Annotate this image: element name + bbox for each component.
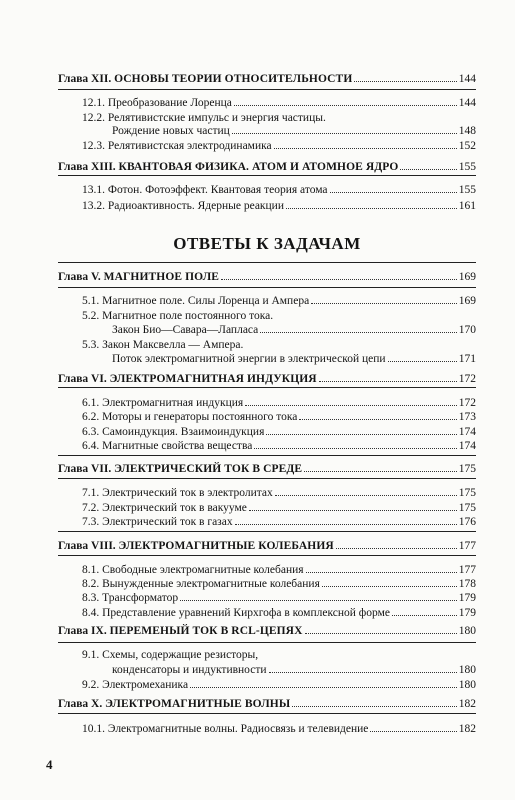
- dot-leader: [254, 448, 456, 449]
- page-ref: 182: [458, 723, 476, 735]
- toc-subentry: [58, 396, 476, 410]
- toc-subentry: [58, 425, 476, 439]
- toc-subentry: [58, 501, 476, 515]
- toc-subentry: [58, 591, 476, 605]
- toc-chapter-title: [58, 372, 317, 386]
- section-divider: [58, 387, 476, 388]
- toc-subentry-title: 10.1. Электромагнитные волны. Радиосвязь и телевидение: [82, 723, 369, 735]
- toc-chapter: [58, 462, 476, 476]
- toc-subentry-continuation-title: Закон Био—Савара—Лапласа: [112, 324, 259, 336]
- toc-subentry-title: 8.3. Трансформатор: [82, 592, 179, 604]
- toc-chapter-title: [58, 462, 302, 476]
- chapter-label: Глава VI.: [58, 373, 107, 385]
- chapter-label: Глава IX.: [58, 625, 107, 637]
- page-ref: 148: [458, 125, 476, 137]
- page-number: 4: [46, 757, 53, 772]
- page-ref: 173: [458, 411, 476, 423]
- toc-subentry-title: 6.3. Самоиндукция. Взаимоиндукция: [82, 426, 265, 438]
- toc-subentry-title: 6.2. Моторы и генераторы постоянного тока: [82, 411, 298, 423]
- toc-subentry: [58, 294, 476, 308]
- chapter-label: Глава VII.: [58, 463, 112, 475]
- toc-chapter: [58, 160, 476, 174]
- toc-chapter-title: [58, 270, 219, 284]
- section-divider: [58, 262, 476, 263]
- section-divider: [58, 175, 476, 176]
- chapter-label: Глава XIII.: [58, 161, 116, 173]
- toc-chapter-title: [58, 160, 398, 174]
- toc-subentry-title: 7.3. Электрический ток в газах: [82, 516, 233, 528]
- dot-leader: [292, 706, 457, 707]
- chapter-label: Глава X.: [58, 698, 103, 710]
- dot-leader: [336, 548, 457, 549]
- toc-chapter: [58, 72, 476, 86]
- section-divider: [58, 531, 476, 532]
- section-divider: [58, 478, 476, 479]
- toc-subentry-title: 7.2. Электрический ток в вакууме: [82, 502, 247, 514]
- page-ref: 175: [458, 502, 476, 514]
- toc-subentry-title: 8.4. Представление уравнений Кирхгофа в комплексной форме: [82, 607, 390, 619]
- page-ref: 179: [458, 592, 476, 604]
- chapter-title: ЭЛЕКТРОМАГНИТНЫЕ КОЛЕБАНИЯ: [118, 540, 334, 552]
- toc-chapter: [58, 539, 476, 553]
- toc-subentry-continuation: [58, 124, 476, 138]
- dot-leader: [305, 633, 457, 634]
- toc-subentry: [58, 439, 476, 453]
- toc-chapter-title: [58, 624, 303, 638]
- page-ref: 172: [458, 373, 476, 385]
- page-ref: 182: [458, 698, 476, 710]
- page-ref: 170: [458, 324, 476, 336]
- page-ref: 180: [458, 664, 476, 676]
- section-divider: [58, 287, 476, 288]
- page-ref: 177: [458, 540, 476, 552]
- dot-leader: [274, 148, 457, 149]
- dot-leader: [269, 672, 457, 673]
- page-ref: 172: [458, 397, 476, 409]
- toc-subentry-title: 6.4. Магнитные свойства вещества: [82, 440, 253, 452]
- page-ref: 152: [458, 140, 476, 152]
- page-ref: 174: [458, 440, 476, 452]
- dot-leader: [266, 434, 456, 435]
- dot-leader: [322, 586, 457, 587]
- chapter-label: Глава VIII.: [58, 540, 116, 552]
- dot-leader: [354, 81, 456, 82]
- page-ref: 169: [458, 271, 476, 283]
- dot-leader: [180, 600, 457, 601]
- toc-subentry-title: 12.1. Преобразование Лоренца: [82, 97, 232, 109]
- toc-subentry-title: 5.1. Магнитное поле. Силы Лоренца и Ампера: [82, 295, 310, 307]
- toc-subentry-continuation-title: конденсаторы и индуктивности: [112, 664, 267, 676]
- dot-leader: [306, 572, 457, 573]
- toc-subentry: [58, 486, 476, 500]
- page-ref: 144: [458, 73, 476, 85]
- toc-chapter: [58, 697, 476, 711]
- toc-chapter: [58, 624, 476, 638]
- section-divider: [58, 642, 476, 643]
- section-divider: [58, 455, 476, 456]
- dot-leader: [190, 687, 457, 688]
- toc-subentry-title: 5.2. Магнитное поле постоянного тока.: [82, 310, 274, 322]
- toc-subentry-continuation-title: Поток электромагнитной энергии в электрической цепи: [112, 353, 386, 365]
- chapter-label: Глава V.: [58, 271, 101, 283]
- chapter-title: ЭЛЕКТРОМАГНИТНЫЕ ВОЛНЫ: [105, 698, 291, 710]
- page-ref: 175: [458, 487, 476, 499]
- section-divider: [58, 713, 476, 714]
- dot-leader: [249, 510, 457, 511]
- dot-leader: [286, 208, 457, 209]
- toc-subentry-title: 9.1. Схемы, содержащие резисторы,: [82, 649, 259, 661]
- toc-subentry-title: 8.1. Свободные электромагнитные колебания: [82, 564, 304, 576]
- dot-leader: [234, 105, 457, 106]
- page-ref: 179: [458, 607, 476, 619]
- page-ref: 177: [458, 564, 476, 576]
- toc-subentry-continuation-title: Рождение новых частиц: [112, 125, 230, 137]
- dot-leader: [319, 381, 457, 382]
- dot-leader: [388, 361, 457, 362]
- toc-subentry-title: 6.1. Электромагнитная индукция: [82, 397, 244, 409]
- page-ref: 144: [458, 97, 476, 109]
- toc-subentry-title: 12.3. Релятивистская электродинамика: [82, 140, 272, 152]
- toc-subentry: [58, 139, 476, 153]
- page-ref: 155: [458, 161, 476, 173]
- dot-leader: [392, 615, 457, 616]
- page-ref: 175: [458, 463, 476, 475]
- chapter-title: МАГНИТНОЕ ПОЛЕ: [103, 271, 220, 283]
- dot-leader: [370, 731, 456, 732]
- page-ref: 155: [458, 184, 476, 196]
- page-ref: 180: [458, 679, 476, 691]
- section-divider: [58, 555, 476, 556]
- toc-subentry: [58, 338, 476, 352]
- toc-subentry-title: 7.1. Электрический ток в электролитах: [82, 487, 273, 499]
- dot-leader: [235, 524, 457, 525]
- dot-leader: [275, 495, 457, 496]
- toc-subentry-title: 5.3. Закон Максвелла — Ампера.: [82, 339, 244, 351]
- toc-subentry: [58, 111, 476, 125]
- section-heading: ОТВЕТЫ К ЗАДАЧАМ: [173, 234, 361, 253]
- chapter-title: КВАНТОВАЯ ФИЗИКА. АТОМ И АТОМНОЕ ЯДРО: [118, 161, 399, 173]
- chapter-title: ЭЛЕКТРОМАГНИТНАЯ ИНДУКЦИЯ: [109, 373, 317, 385]
- page-ref: 176: [458, 516, 476, 528]
- toc-subentry: [58, 648, 476, 662]
- toc-subentry: [58, 183, 476, 197]
- dot-leader: [299, 419, 456, 420]
- chapter-title: ПЕРЕМЕНЫЙ ТОК В RCL-ЦЕПЯХ: [109, 625, 303, 637]
- dot-leader: [260, 332, 456, 333]
- toc-subentry: [58, 410, 476, 424]
- dot-leader: [245, 405, 457, 406]
- page-ref: 174: [458, 426, 476, 438]
- toc-subentry-continuation: [58, 663, 476, 677]
- toc-subentry-title: 12.2. Релятивистские импульс и энергия частицы.: [82, 112, 326, 124]
- chapter-title: ОСНОВЫ ТЕОРИИ ОТНОСИТЕЛЬНОСТИ: [114, 73, 353, 85]
- toc-subentry: [58, 577, 476, 591]
- dot-leader: [232, 133, 457, 134]
- chapter-label: Глава XII.: [58, 73, 112, 85]
- toc-subentry-title: 9.2. Электромеханика: [82, 679, 189, 691]
- toc-chapter: [58, 372, 476, 386]
- toc-subentry: [58, 96, 476, 110]
- toc-chapter-title: [58, 697, 290, 711]
- dot-leader: [304, 471, 457, 472]
- toc-subentry: [58, 199, 476, 213]
- dot-leader: [400, 169, 456, 170]
- chapter-title: ЭЛЕКТРИЧЕСКИЙ ТОК В СРЕДЕ: [114, 463, 303, 475]
- page-ref: 169: [458, 295, 476, 307]
- page-ref: 178: [458, 578, 476, 590]
- toc-subentry: [58, 309, 476, 323]
- toc-chapter: [58, 270, 476, 284]
- toc-subentry: [58, 606, 476, 620]
- toc-subentry-continuation: [58, 352, 476, 366]
- page-ref: 180: [458, 625, 476, 637]
- toc-subentry-title: 13.1. Фотон. Фотоэффект. Квантовая теория атома: [82, 184, 328, 196]
- toc-subentry: [58, 563, 476, 577]
- page-ref: 171: [458, 353, 476, 365]
- toc-subentry-title: 13.2. Радиоактивность. Ядерные реакции: [82, 200, 284, 212]
- page-ref: 161: [458, 200, 476, 212]
- toc-subentry-continuation: [58, 323, 476, 337]
- dot-leader: [221, 279, 457, 280]
- toc-chapter-title: [58, 72, 352, 86]
- toc-subentry: [58, 722, 476, 736]
- section-divider: [58, 89, 476, 90]
- dot-leader: [311, 303, 457, 304]
- toc-subentry: [58, 678, 476, 692]
- toc-subentry: [58, 515, 476, 529]
- toc-chapter-title: [58, 539, 334, 553]
- dot-leader: [330, 192, 457, 193]
- toc-subentry-title: 8.2. Вынужденные электромагнитные колебания: [82, 578, 320, 590]
